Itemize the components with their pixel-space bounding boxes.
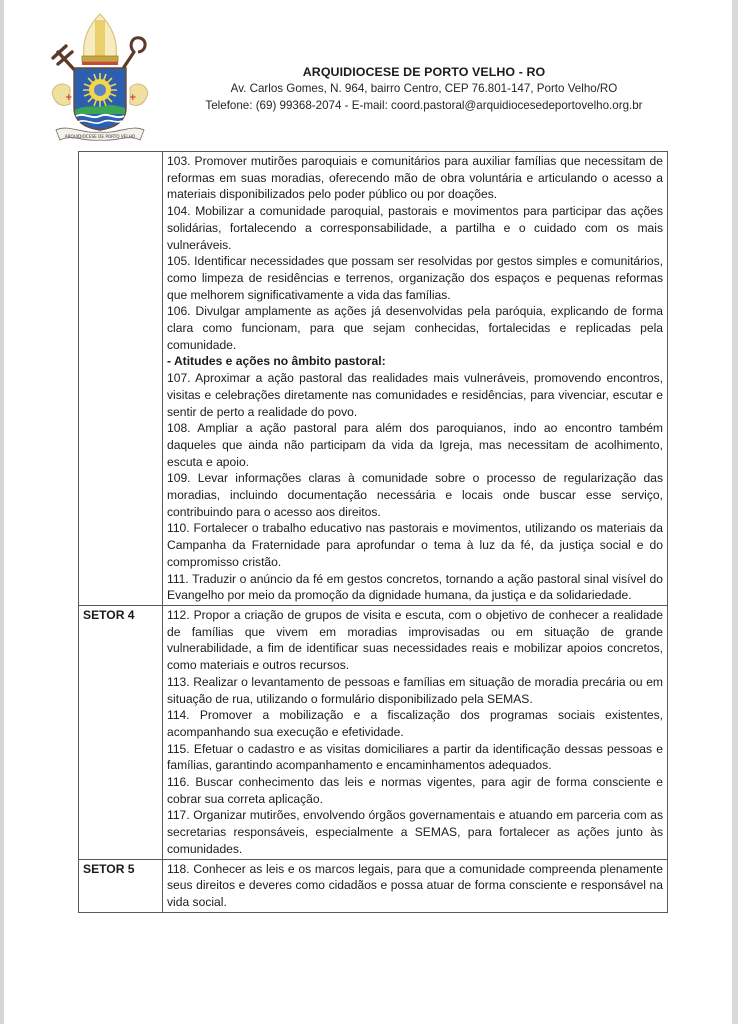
- action-item: 112. Propor a criação de grupos de visita e escuta, com o objetivo de conhecer a realidade de famílias que vivem em moradias improvisadas ou em situação de grande vulnerabilidade, a fim de identificar suas necessidades reais e mobilizar apoios concretos, como materiais e outros recursos.: [167, 607, 663, 673]
- table-row: [79, 859, 668, 912]
- action-item: 104. Mobilizar a comunidade paroquial, pastorais e movimentos para participar das ações solidárias, fortalecendo a corresponsabilidade, a partilha e o cuidado com os mais vulneráveis.: [167, 204, 663, 252]
- actions-cell: [163, 152, 668, 606]
- page-edge-right: [732, 0, 738, 1024]
- action-plan-table: [78, 151, 668, 913]
- organization-title: ARQUIDIOCESE DE PORTO VELHO - RO: [302, 65, 546, 79]
- action-item: 106. Divulgar amplamente as ações já desenvolvidas pela paróquia, explicando de forma clara como funcionam, para que sejam conhecidas, fortalecidas e replicadas pela comunidade.: [167, 304, 663, 352]
- table-row: [79, 605, 668, 859]
- coat-of-arms-icon: [48, 12, 152, 144]
- action-item: 114. Promover a mobilização e a fiscalização dos programas sociais existentes, acompanhando sua execução e efetividade.: [167, 708, 663, 739]
- document-page: [4, 0, 732, 1024]
- sector-cell: SETOR 5: [79, 859, 163, 912]
- sector-cell: SETOR 4: [79, 605, 163, 859]
- table-row: [79, 152, 668, 606]
- action-item: 110. Fortalecer o trabalho educativo nas pastorais e movimentos, utilizando os materiais da Campanha da Fraternidade para aprofundar o tema à luz da fé, da justiça social e do compromisso cristão.: [167, 521, 663, 569]
- actions-cell: [163, 605, 668, 859]
- svg-text:ARQUIDIOCESE DE PORTO VELHO: ARQUIDIOCESE DE PORTO VELHO: [64, 134, 136, 139]
- svg-text:+: +: [65, 93, 73, 103]
- action-item: 108. Ampliar a ação pastoral para além dos paroquianos, indo ao encontro também daqueles que ainda não participam da vida da Igreja, mas necessitam de acolhimento, escuta e apoio.: [167, 421, 663, 469]
- action-item: 107. Aproximar a ação pastoral das realidades mais vulneráveis, promovendo encontros, visitas e celebrações diretamente nas comunidades e residências, para vivenciar, escutar e sentir de perto a realidade do povo.: [167, 371, 663, 419]
- action-item: 117. Organizar mutirões, envolvendo órgãos governamentais e atuando em parceria com as secretarias responsáveis, especialmente a SEMAS, para fortalecer as ações junto às comunidades.: [167, 808, 663, 856]
- action-item: 111. Traduzir o anúncio da fé em gestos concretos, tornando a ação pastoral sinal visível do Evangelho por meio da promoção da dignidade humana, da justiça e da solidariedade.: [167, 571, 663, 603]
- action-item: 103. Promover mutirões paroquiais e comunitários para auxiliar famílias que necessitam de reformas em suas moradias, oferecendo mão de obra voluntária e articulando o acesso a materiais disponibilizados pelo poder público ou por doações.: [167, 154, 663, 202]
- action-item: 118. Conhecer as leis e os marcos legais, para que a comunidade compreenda plenamente seus direitos e deveres como cidadãos e possa atuar de forma consciente e responsável na vida social.: [167, 861, 663, 909]
- action-item: 115. Efetuar o cadastro e as visitas domiciliares a partir da identificação dessas pessoas e famílias, garantindo acompanhamento e encaminhamentos adequados.: [167, 741, 663, 773]
- address-line: Av. Carlos Gomes, N. 964, bairro Centro, CEP 76.801-147, Porto Velho/RO: [230, 82, 618, 95]
- action-item: 109. Levar informações claras à comunidade sobre o processo de regularização das moradias, incluindo documentação necessária e locais onde buscar esse serviço, contribuindo para o acesso aos direitos.: [167, 471, 663, 519]
- actions-cell: [163, 859, 668, 912]
- svg-text:+: +: [129, 93, 137, 103]
- sector-cell: [79, 152, 163, 606]
- letterhead: [174, 64, 674, 114]
- action-item: 105. Identificar necessidades que possam ser resolvidas por gestos simples e comunitários, como limpeza de residências e terrenos, organização dos espaços e pequenas reformas que melhorem significativamente a vida das famílias.: [167, 254, 663, 302]
- contact-line: Telefone: (69) 99368-2074 - E-mail: coord.pastoral@arquidiocesedeportovelho.org.br: [205, 99, 643, 112]
- action-item: 116. Buscar conhecimento das leis e normas vigentes, para agir de forma consciente e cobrar sua correta aplicação.: [167, 775, 663, 806]
- section-subheading: - Atitudes e ações no âmbito pastoral:: [167, 354, 386, 369]
- action-item: 113. Realizar o levantamento de pessoas e famílias em situação de moradia precária ou em situação de rua, utilizando o formulário disponibilizado pela SEMAS.: [167, 674, 663, 706]
